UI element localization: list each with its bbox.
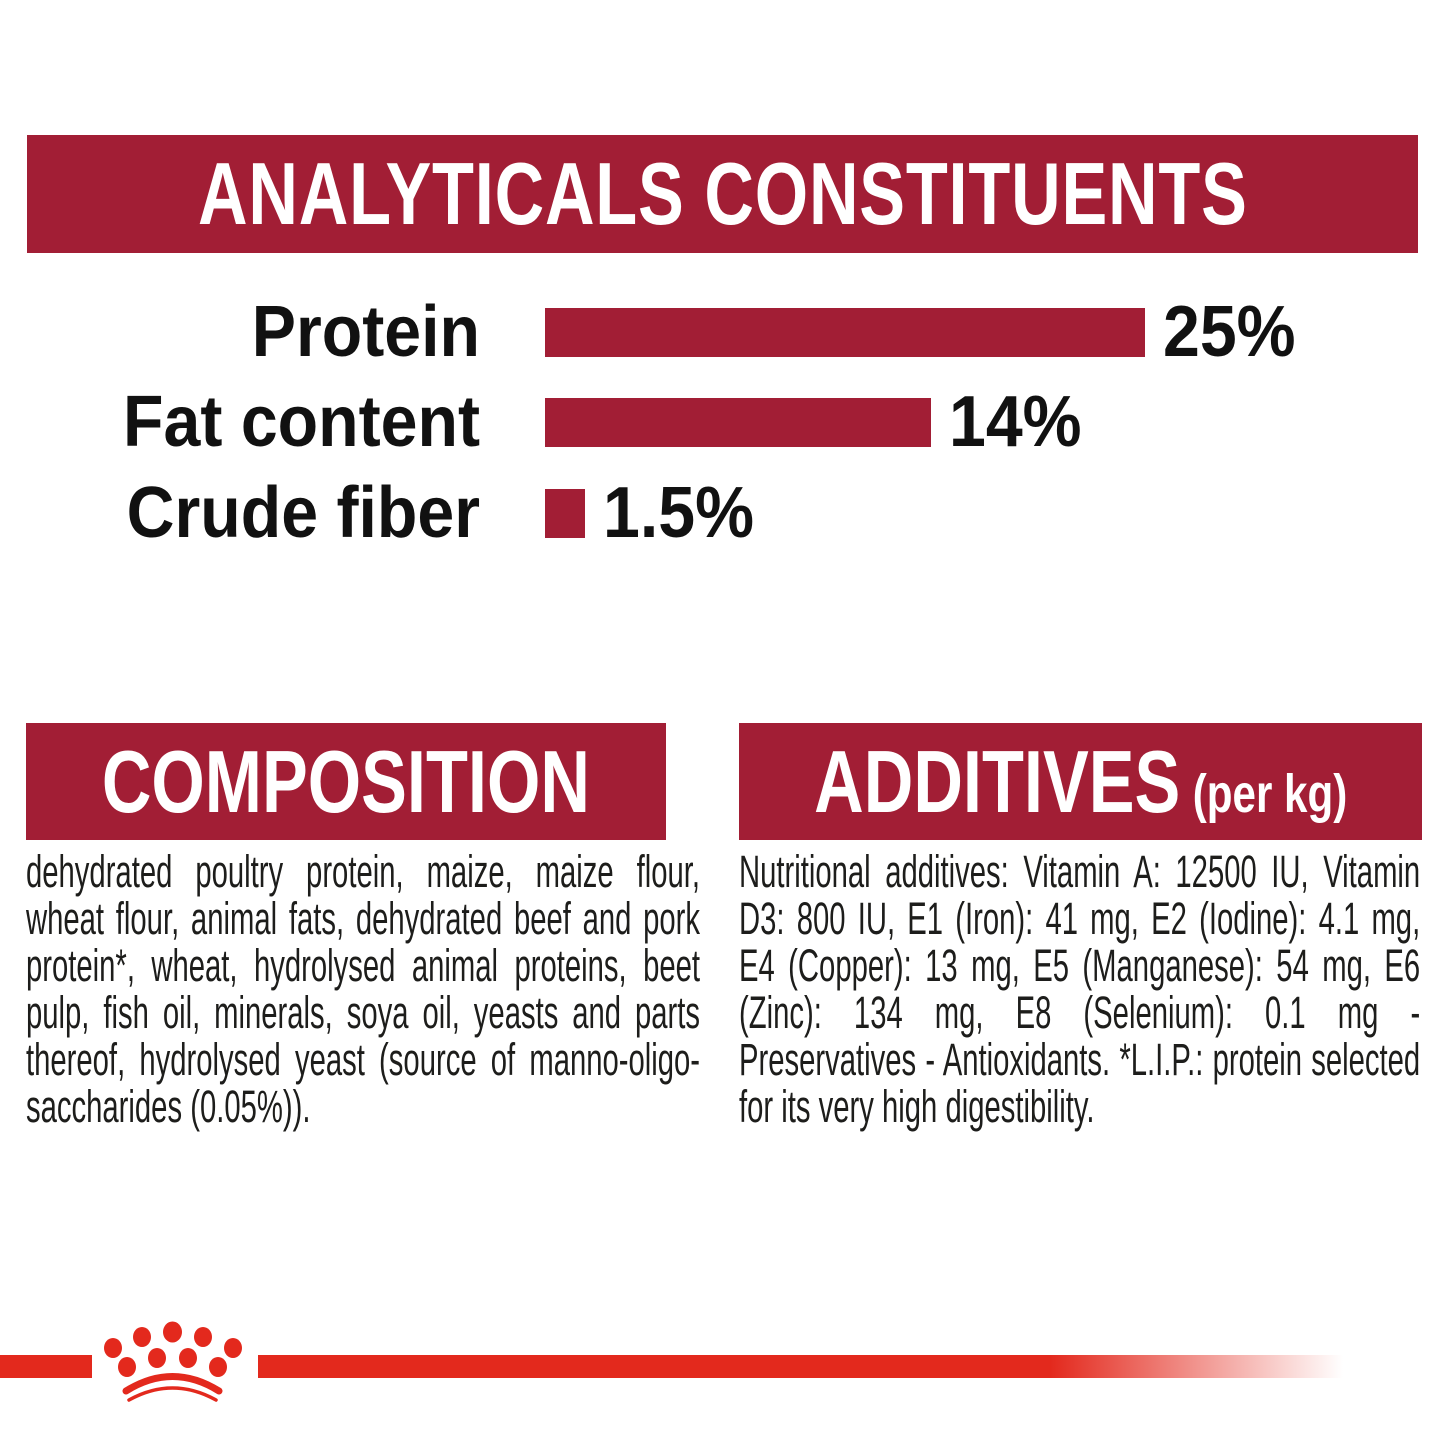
additives-body: Nutritional additives: Vitamin A: 12500 IU, Vitamin D3: 800 IU, E1 (Iron): 41 mg, E2 (Iodine): 4.1 mg, E4 (Copper): 13 mg, E5 (Manganese): 54 mg, E6 (Zinc): 134 mg, E8 (Selenium): 0.1 mg - Preservatives - Antioxidants. *L.I.P.: protein selected for its very high digestibility. [739, 846, 1421, 1132]
additives-per-kg-label: (per kg) [1192, 763, 1348, 824]
royal-canin-crown-icon [99, 1318, 249, 1403]
composition-header-bar [26, 723, 666, 840]
chart-row-fat-content [0, 382, 1445, 462]
analyticals-header-bar [27, 135, 1418, 253]
chart-bar-fat-content [545, 398, 931, 447]
footer-stripe-right [258, 1355, 1343, 1378]
footer-stripe-left [0, 1355, 92, 1378]
chart-row-crude-fiber [0, 473, 1445, 553]
chart-row-protein [0, 292, 1445, 372]
chart-value-fat-content: 14% [949, 382, 1082, 462]
additives-heading: ADDITIVES [813, 731, 1181, 831]
chart-bar-crude-fiber [545, 489, 585, 538]
additives-header-bar [739, 723, 1422, 840]
chart-label-fat-content: Fat content [123, 382, 480, 462]
chart-label-protein: Protein [251, 292, 480, 372]
additives-heading-group [814, 731, 1347, 833]
chart-value-protein: 25% [1163, 292, 1296, 372]
analyticals-header-title: ANALYTICALS CONSTITUENTS [197, 144, 1248, 243]
chart-bar-protein [545, 308, 1145, 357]
composition-body: dehydrated poultry protein, maize, maize flour, wheat flour, animal fats, dehydrated beef and pork protein*, wheat, hydrolysed animal proteins, beet pulp, fish oil, minerals, soya oil, yeasts and parts thereof, hydrolysed yeast (source of manno-oligo-saccharides (0.05%)). [26, 846, 701, 1132]
chart-label-crude-fiber: Crude fiber [126, 473, 480, 553]
composition-heading: COMPOSITION [101, 731, 591, 831]
chart-value-crude-fiber: 1.5% [603, 473, 754, 553]
